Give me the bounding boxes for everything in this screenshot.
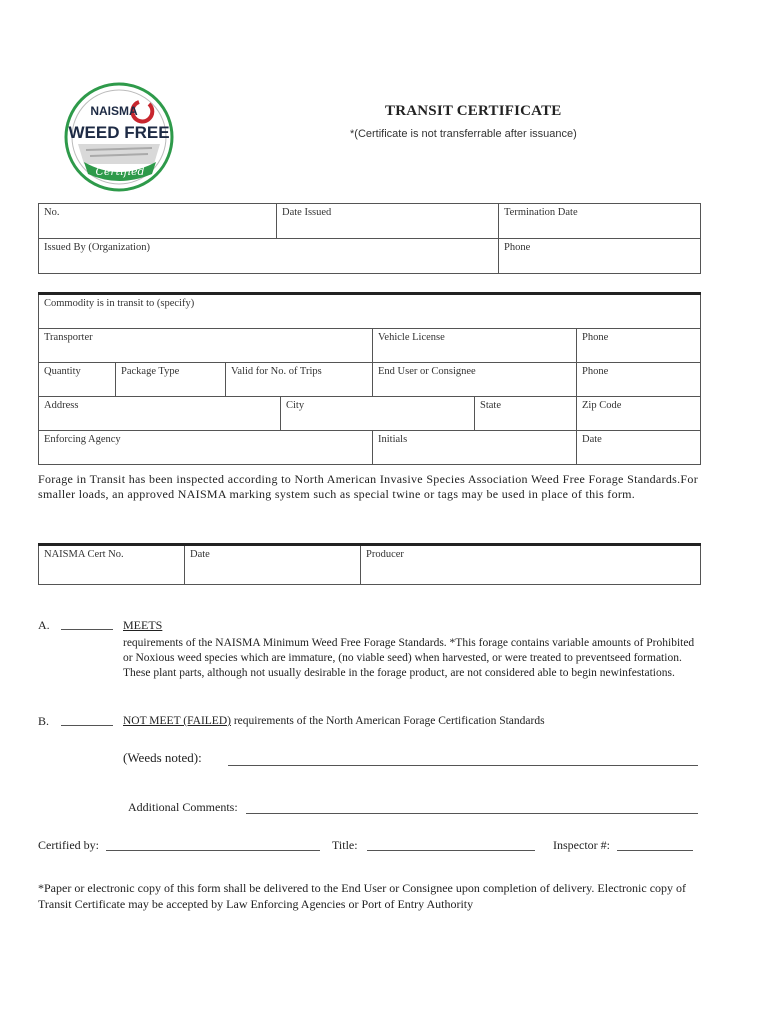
footnote: *Paper or electronic copy of this form shall be delivered to the End User or Consignee upon completion of delivery. Electronic copy of Transit Certificate may be accepted by Law Enforcing Agencies or Port of Entry Authority: [38, 881, 687, 911]
additional-comments-label: Additional Comments:: [128, 800, 238, 814]
logo-text-certified: Certified: [95, 165, 145, 178]
page-title: TRANSIT CERTIFICATE: [385, 103, 562, 119]
title-label: Title:: [332, 838, 358, 852]
page-subtitle: *(Certificate is not transferrable after issuance): [350, 128, 577, 140]
enforcing-agency-field[interactable]: Enforcing Agency: [39, 431, 373, 465]
additional-comments-input[interactable]: [246, 813, 698, 814]
weeds-noted-input[interactable]: [228, 765, 698, 766]
logo-text-weed-free: WEED FREE: [68, 123, 170, 142]
weeds-noted-label: (Weeds noted):: [123, 750, 202, 765]
state-field[interactable]: State: [475, 397, 577, 431]
commodity-field[interactable]: Commodity is in transit to (specify): [39, 294, 701, 329]
certified-by-label: Certified by:: [38, 838, 99, 852]
logo-text-naisma: NAISMA: [90, 104, 138, 118]
zip-code-field[interactable]: Zip Code: [577, 397, 701, 431]
naisma-weed-free-logo: [64, 82, 174, 192]
issuance-table: [38, 203, 701, 274]
city-field[interactable]: City: [281, 397, 475, 431]
inspection-statement: Forage in Transit has been inspected according to North American Invasive Species Association Weed Free Forage Standards.For smaller loads, an approved NAISMA marking system such as special twine or tags may be used in place of this form.: [38, 472, 698, 501]
transporter-field[interactable]: Transporter: [39, 329, 373, 363]
title-input[interactable]: [367, 850, 535, 851]
option-b-letter: B.: [38, 714, 50, 728]
producer-field[interactable]: Producer: [361, 545, 701, 585]
package-type-field[interactable]: Package Type: [116, 363, 226, 397]
date-issued-field[interactable]: Date Issued: [277, 204, 499, 239]
issued-by-field[interactable]: Issued By (Organization): [39, 239, 499, 274]
phone-field[interactable]: Phone: [499, 239, 701, 274]
end-user-phone-field[interactable]: Phone: [577, 363, 701, 397]
inspector-input[interactable]: [617, 850, 693, 851]
option-a-letter: A.: [38, 618, 50, 632]
cert-table: [38, 543, 701, 585]
cert-date-field[interactable]: Date: [185, 545, 361, 585]
enforcing-date-field[interactable]: Date: [577, 431, 701, 465]
transporter-phone-field[interactable]: Phone: [577, 329, 701, 363]
end-user-field[interactable]: End User or Consignee: [373, 363, 577, 397]
initials-field[interactable]: Initials: [373, 431, 577, 465]
quantity-field[interactable]: Quantity: [39, 363, 116, 397]
termination-date-field[interactable]: Termination Date: [499, 204, 701, 239]
no-field[interactable]: No.: [39, 204, 277, 239]
option-b-heading: NOT MEET (FAILED): [123, 715, 231, 727]
inspector-label: Inspector #:: [553, 838, 610, 852]
valid-trips-field[interactable]: Valid for No. of Trips: [226, 363, 373, 397]
vehicle-license-field[interactable]: Vehicle License: [373, 329, 577, 363]
option-a-text: requirements of the NAISMA Minimum Weed Free Forage Standards. *This forage contains variable amounts of Prohibited or Noxious weed species which are immature, (no viable seed) when harvested, or were treated to preventseed formation. These plant parts, although not usually desirable in the forage product, are not considered able to begin newinfestations.: [123, 637, 695, 679]
certified-by-input[interactable]: [106, 850, 320, 851]
address-field[interactable]: Address: [39, 397, 281, 431]
option-a-heading: MEETS: [123, 618, 163, 632]
option-b-text: requirements of the North American Forage Certification Standards: [230, 715, 545, 727]
transit-table: [38, 292, 701, 465]
option-b-line: [123, 714, 703, 729]
option-a-checkline[interactable]: [61, 629, 113, 630]
cert-no-field[interactable]: NAISMA Cert No.: [39, 545, 185, 585]
option-b-checkline[interactable]: [61, 725, 113, 726]
